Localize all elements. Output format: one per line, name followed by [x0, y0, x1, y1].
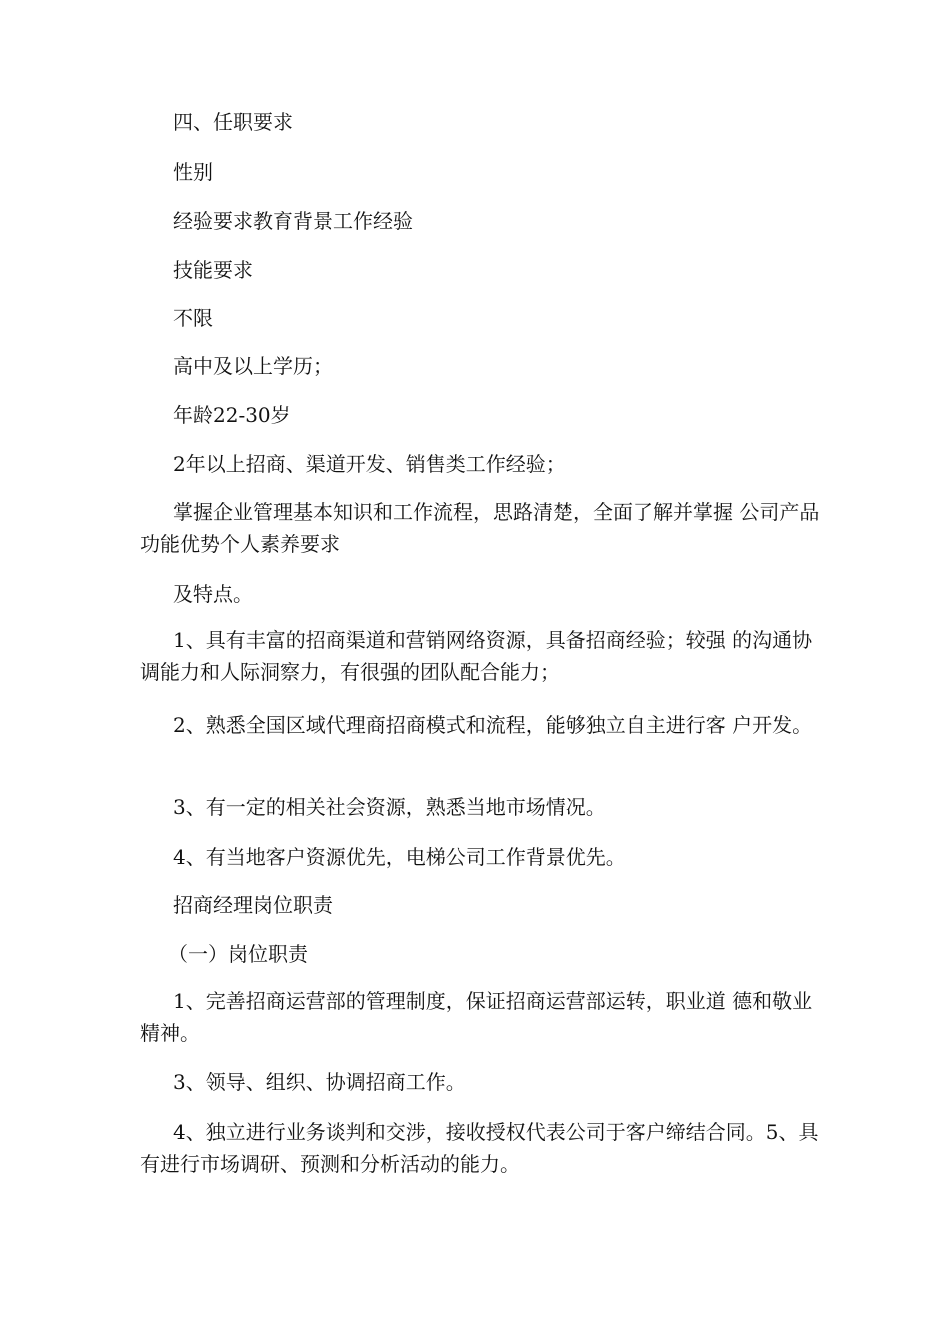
- text-line-experience-education: 经验要求教育背景工作经验: [173, 209, 413, 233]
- paragraph-features: 及特点。: [173, 582, 253, 606]
- duty-3: 3、领导、组织、协调招商工作。: [173, 1070, 466, 1094]
- text-line-unlimited: 不限: [173, 306, 213, 330]
- duty-4: 4、独立进行业务谈判和交涉，接收授权代表公司于客户缔结合同。5、具有进行市场调研、预测和分析活动的能力。: [140, 1120, 819, 1176]
- duties-heading: （一）岗位职责: [168, 942, 308, 966]
- section-title: 四、任职要求: [173, 110, 293, 134]
- text-line-gender: 性别: [173, 160, 213, 184]
- manager-duties-title: 招商经理岗位职责: [173, 893, 333, 917]
- text-line-work-experience: 2年以上招商、渠道开发、销售类工作经验；: [173, 452, 566, 476]
- requirement-1: 1、具有丰富的招商渠道和营销网络资源，具备招商经验；较强 的沟通协调能力和人际洞察力，有很强的团队配合能力；: [140, 628, 813, 684]
- paragraph-knowledge: 掌握企业管理基本知识和工作流程，思路清楚，全面了解并掌握 公司产品功能优势个人素养要求: [140, 500, 820, 556]
- requirement-2: 2、熟悉全国区域代理商招商模式和流程，能够独立自主进行客 户开发。: [173, 713, 813, 737]
- requirement-4: 4、有当地客户资源优先，电梯公司工作背景优先。: [173, 845, 626, 869]
- requirement-3: 3、有一定的相关社会资源，熟悉当地市场情况。: [173, 795, 606, 819]
- text-line-age: 年龄22-30岁: [173, 403, 291, 427]
- text-line-skills: 技能要求: [173, 258, 253, 282]
- duty-1: 1、完善招商运营部的管理制度，保证招商运营部运转，职业道 德和敬业精神。: [140, 989, 813, 1045]
- text-line-education: 高中及以上学历；: [173, 354, 333, 378]
